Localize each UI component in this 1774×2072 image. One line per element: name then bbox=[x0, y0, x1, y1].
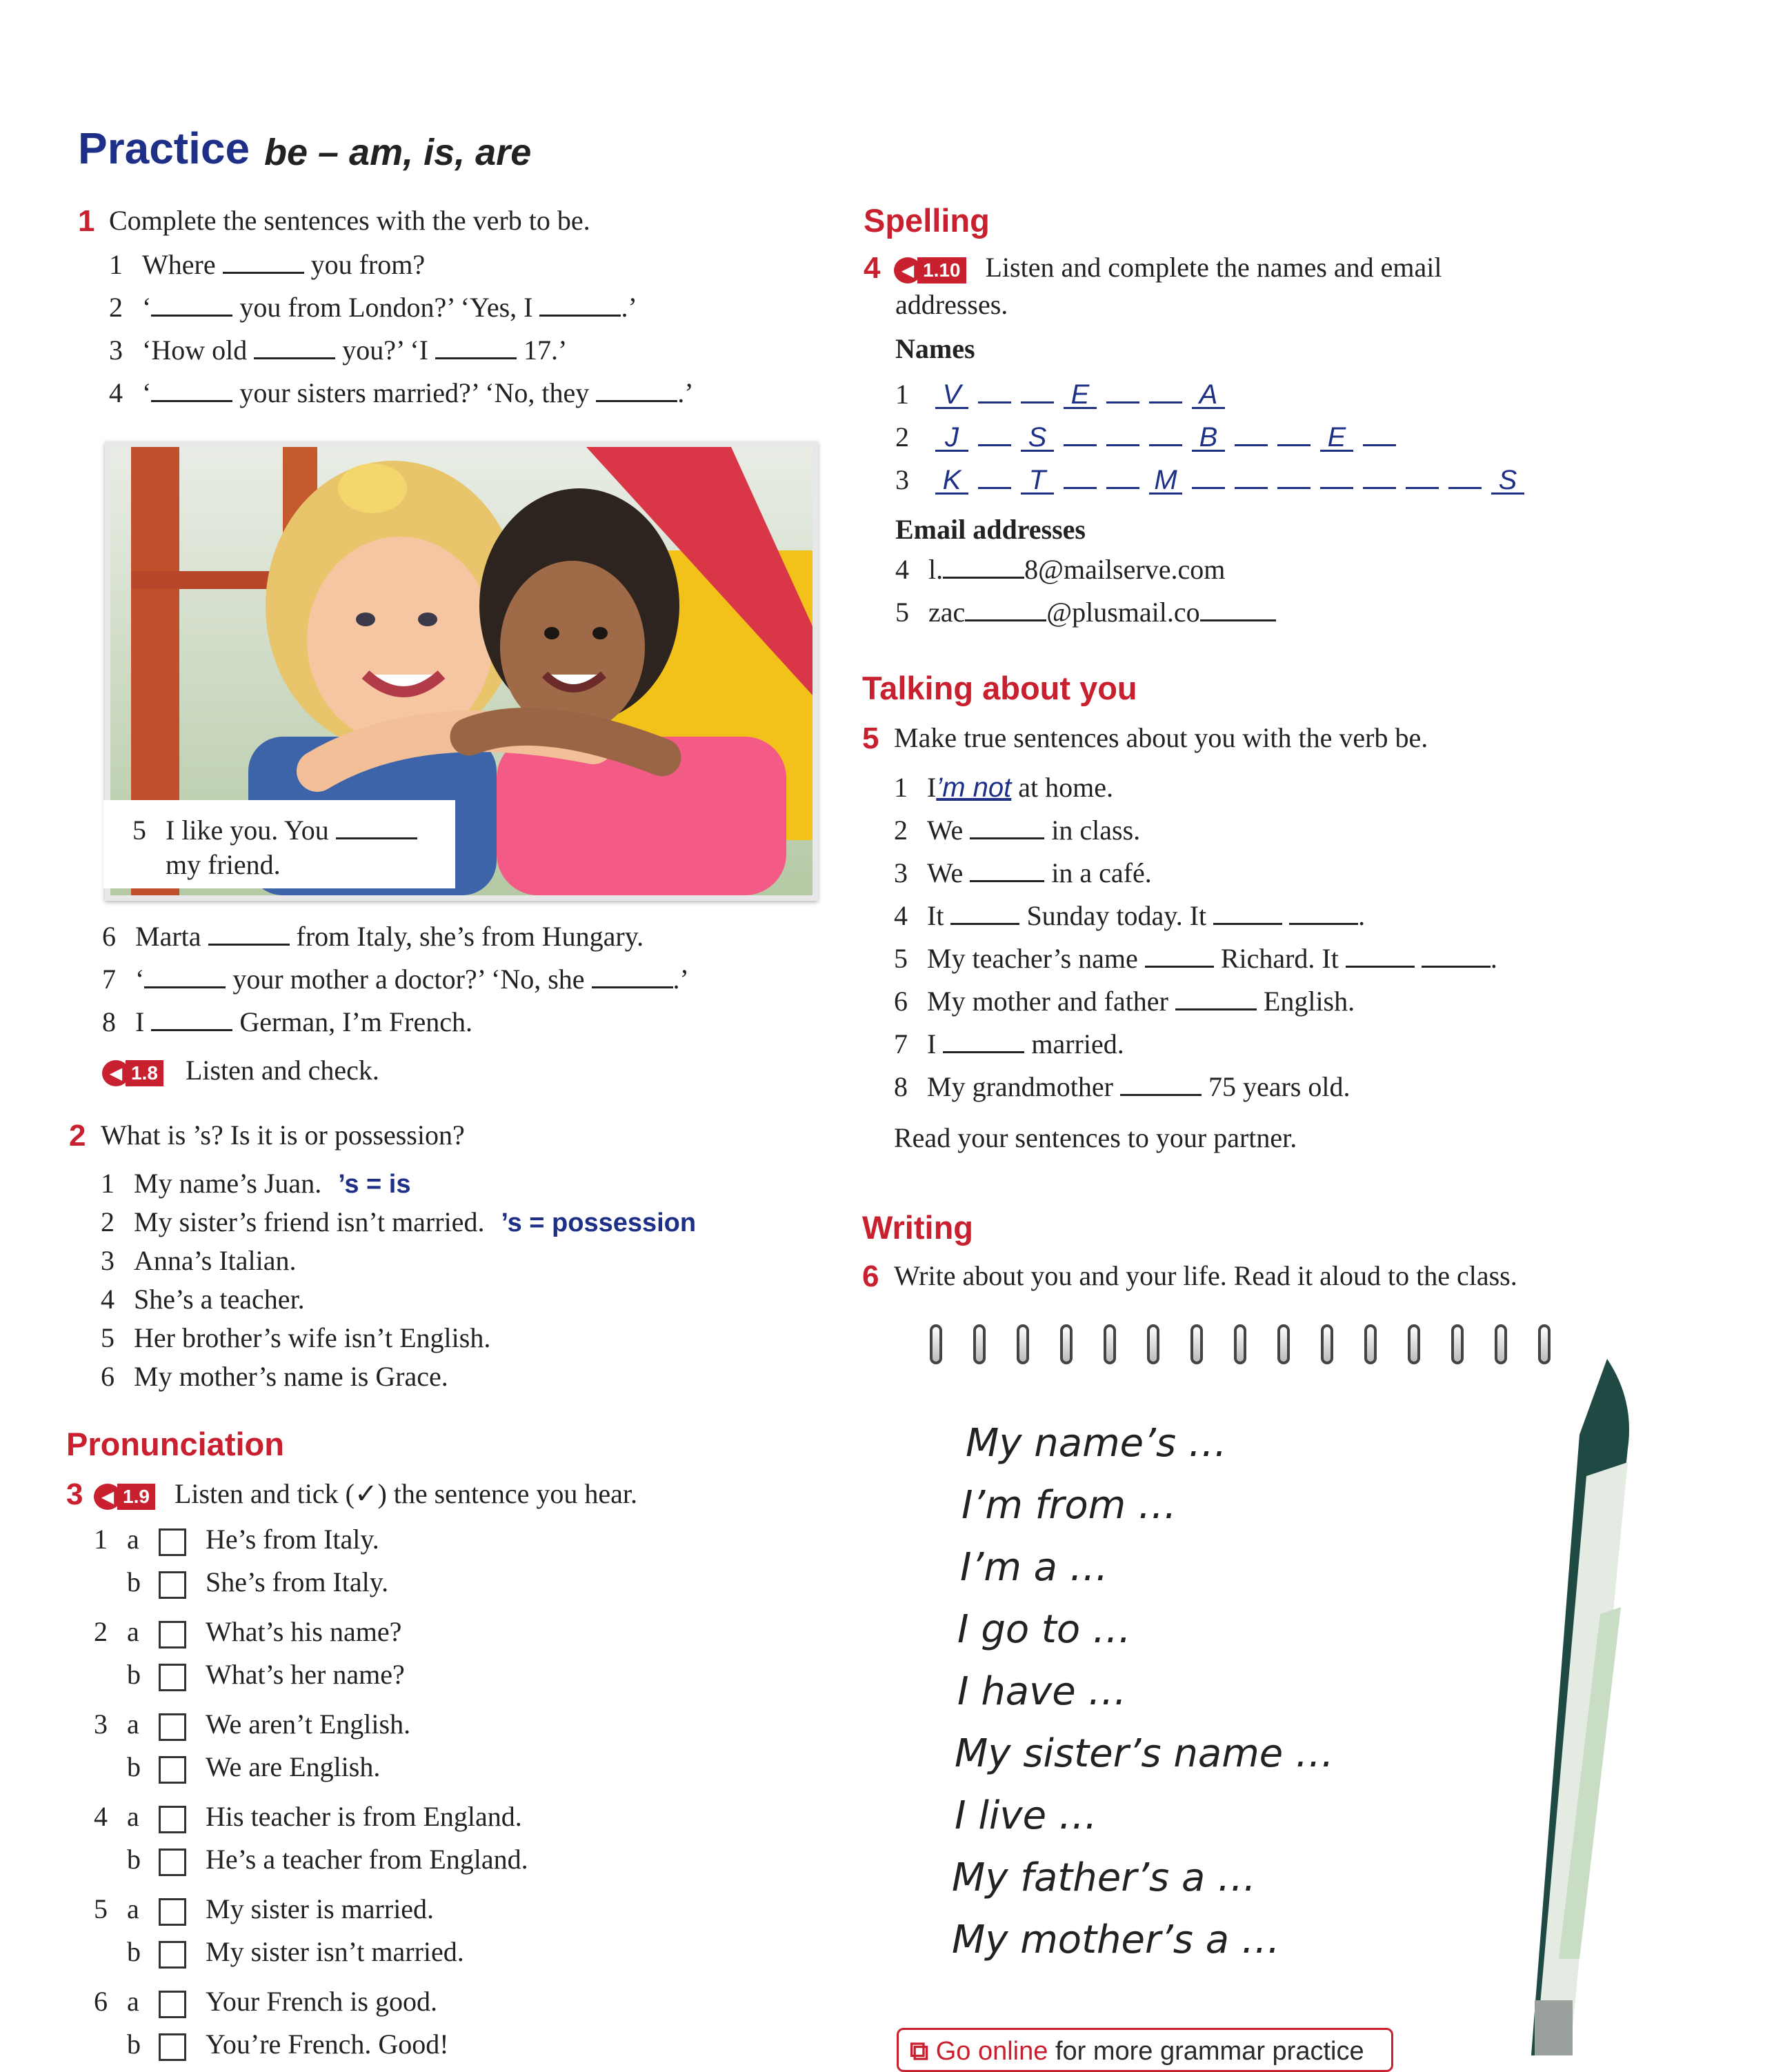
answer-blank[interactable] bbox=[151, 379, 232, 402]
given-letter: S bbox=[1021, 422, 1054, 452]
answer-blank[interactable] bbox=[943, 556, 1024, 579]
talk-item: 2 We in class. bbox=[894, 815, 1141, 846]
spelling-heading: Spelling bbox=[864, 202, 990, 239]
given-letter: J bbox=[935, 422, 968, 452]
audio-badge[interactable]: ◀ 1.9 bbox=[94, 1484, 155, 1510]
tick-checkbox[interactable] bbox=[159, 1806, 186, 1833]
answer-blank[interactable] bbox=[1346, 945, 1415, 968]
exercise-2-instruction: What is ’s? Is it is or possession? bbox=[101, 1119, 465, 1150]
ex2-item: 3 Anna’s Italian. bbox=[101, 1245, 297, 1276]
answer-blank[interactable] bbox=[336, 817, 417, 839]
given-letter: B bbox=[1192, 422, 1225, 452]
answer-blank[interactable] bbox=[965, 599, 1046, 621]
given-letter: T bbox=[1021, 465, 1054, 495]
talk-item: 8 My grandmother 75 years old. bbox=[894, 1071, 1351, 1102]
tick-checkbox[interactable] bbox=[159, 1713, 186, 1741]
tick-checkbox[interactable] bbox=[159, 1941, 186, 1969]
ex2-item: 1 My name’s Juan. ’s = is bbox=[101, 1168, 411, 1199]
ex1-item: 8 I German, I’m French. bbox=[102, 1006, 472, 1037]
answer-blank[interactable] bbox=[151, 1008, 232, 1031]
tick-checkbox[interactable] bbox=[159, 1571, 186, 1599]
pronunciation-heading: Pronunciation bbox=[66, 1426, 284, 1462]
audio-badge[interactable]: ◀ 1.8 bbox=[102, 1060, 163, 1086]
letter-blank[interactable] bbox=[1149, 374, 1182, 404]
email-subheading: Email addresses bbox=[895, 514, 1086, 545]
letter-blank[interactable] bbox=[1064, 417, 1097, 446]
talk-item: 5 My teacher’s name Richard. It . bbox=[894, 943, 1497, 974]
notebook-spiral bbox=[930, 1324, 1551, 1373]
tick-checkbox[interactable] bbox=[159, 1849, 186, 1876]
answer-blank[interactable] bbox=[596, 379, 677, 402]
ex1-item: 4 ‘ your sisters married?’ ‘No, they .’ bbox=[109, 377, 694, 408]
name-item: 1 V E A bbox=[895, 374, 1235, 410]
ex2-item: 2 My sister’s friend isn’t married. ’s = possession bbox=[101, 1206, 697, 1237]
exercise-3-number: 3 bbox=[66, 1477, 83, 1511]
notebook-prompts: My name’s … I’m from … I’m a … I go to … I have … My sister’s name … I live … My father’s a … My mother’s a … bbox=[952, 1421, 1334, 1962]
answer-blank[interactable] bbox=[950, 902, 1019, 925]
names-subheading: Names bbox=[895, 333, 975, 364]
letter-blank[interactable] bbox=[1320, 459, 1353, 489]
talking-heading: Talking about you bbox=[862, 670, 1137, 706]
answer-blank[interactable] bbox=[1422, 945, 1491, 968]
writing-heading: Writing bbox=[862, 1209, 973, 1246]
go-online-link[interactable]: ⧉ Go online for more grammar practice bbox=[897, 2028, 1393, 2072]
answer-blank[interactable] bbox=[970, 817, 1044, 839]
exercise-5-number: 5 bbox=[862, 721, 879, 755]
exercise-4-number: 4 bbox=[864, 251, 881, 285]
answer-blank[interactable] bbox=[592, 966, 673, 988]
letter-blank[interactable] bbox=[1021, 374, 1054, 404]
ex1-item: 7 ‘ your mother a doctor?’ ‘No, she .’ bbox=[102, 964, 689, 995]
exercise-6-instruction: Write about you and your life. Read it aloud to the class. bbox=[894, 1260, 1517, 1291]
letter-blank[interactable] bbox=[1106, 459, 1139, 489]
tick-checkbox[interactable] bbox=[159, 1528, 186, 1556]
pen-image bbox=[1462, 1338, 1669, 2069]
ex1-listen: ◀ 1.8 Listen and check. bbox=[102, 1054, 379, 1086]
letter-blank[interactable] bbox=[1363, 459, 1396, 489]
given-letter: E bbox=[1064, 379, 1097, 409]
exercise-2-number: 2 bbox=[69, 1119, 86, 1153]
ex1-item: 1 Where you from? bbox=[109, 249, 426, 280]
letter-blank[interactable] bbox=[1277, 459, 1310, 489]
ex1-item: 3 ‘How old you?’ ‘I 17.’ bbox=[109, 335, 568, 366]
letter-blank[interactable] bbox=[1064, 459, 1097, 489]
letter-blank[interactable] bbox=[1106, 374, 1139, 404]
letter-blank[interactable] bbox=[1406, 459, 1439, 489]
talk-followup: Read your sentences to your partner. bbox=[894, 1122, 1297, 1153]
answer-blank[interactable] bbox=[1213, 902, 1282, 925]
given-letter: A bbox=[1192, 379, 1225, 409]
letter-blank[interactable] bbox=[978, 459, 1011, 489]
answer-blank[interactable] bbox=[435, 337, 517, 359]
tick-checkbox[interactable] bbox=[159, 1664, 186, 1691]
talk-item: 3 We in a café. bbox=[894, 857, 1152, 888]
exercise-1-number: 1 bbox=[78, 204, 95, 238]
answer-blank[interactable] bbox=[1289, 902, 1358, 925]
answer-blank[interactable] bbox=[1145, 945, 1214, 968]
speaker-icon[interactable]: ◀ bbox=[894, 257, 921, 283]
letter-blank[interactable] bbox=[1448, 459, 1482, 489]
letter-blank[interactable] bbox=[1192, 459, 1225, 489]
given-letter: S bbox=[1491, 465, 1524, 495]
answer-blank[interactable] bbox=[208, 923, 290, 946]
talk-item: 7 I married. bbox=[894, 1028, 1124, 1059]
external-link-icon: ⧉ bbox=[910, 2037, 929, 2066]
answer-blank[interactable] bbox=[151, 294, 232, 317]
exercise-1-instruction: Complete the sentences with the verb to be. bbox=[109, 205, 590, 236]
name-item: 2 J S B E bbox=[895, 417, 1406, 453]
letter-blank[interactable] bbox=[1235, 459, 1268, 489]
ex2-item: 5 Her brother’s wife isn’t English. bbox=[101, 1322, 491, 1353]
exercise-6-number: 6 bbox=[862, 1259, 879, 1293]
exercise-4-instruction-cont: addresses. bbox=[895, 289, 1008, 320]
answer-blank[interactable] bbox=[223, 251, 304, 274]
letter-blank[interactable] bbox=[978, 374, 1011, 404]
answer-blank[interactable] bbox=[144, 966, 226, 988]
speaker-icon[interactable]: ◀ bbox=[102, 1060, 130, 1086]
answer-blank[interactable] bbox=[1120, 1073, 1202, 1096]
given-letter: K bbox=[935, 465, 968, 495]
answer-blank[interactable] bbox=[943, 1030, 1024, 1053]
pronunciation-list: 1 a He’s from Italy. b She’s from Italy. 2 a What’s his name? b What’s her name? 3 a We aren’t English. b We are English. 4 a His teacher is from England. b He’s a teacher from England. 5 a My sister is married. b My sister isn’t married. 6 a Your French is good. b You’re French. Good! bbox=[94, 1524, 528, 2060]
letter-blank[interactable] bbox=[1277, 417, 1310, 446]
answer-blank[interactable] bbox=[1175, 988, 1257, 1010]
talk-item: 6 My mother and father English. bbox=[894, 986, 1355, 1017]
given-letter: E bbox=[1320, 422, 1353, 452]
exercise-3-instruction: ◀ 1.9 Listen and tick (✓) the sentence you hear. bbox=[94, 1477, 637, 1510]
given-letter: V bbox=[935, 379, 968, 409]
letter-blank[interactable] bbox=[1106, 417, 1139, 446]
letter-row[interactable] bbox=[935, 464, 1534, 495]
ex2-item: 6 My mother’s name is Grace. bbox=[101, 1361, 448, 1392]
letter-row[interactable] bbox=[935, 421, 1406, 452]
tick-checkbox[interactable] bbox=[159, 1621, 186, 1648]
tick-checkbox[interactable] bbox=[159, 1756, 186, 1784]
page-subtitle: be – am, is, are bbox=[264, 132, 532, 173]
audio-badge[interactable]: ◀ 1.10 bbox=[894, 257, 966, 283]
exercise-5-instruction: Make true sentences about you with the verb be. bbox=[894, 722, 1428, 753]
ex2-item: 4 She’s a teacher. bbox=[101, 1284, 305, 1315]
exercise-4-instruction: ◀ 1.10 Listen and complete the names and email bbox=[894, 251, 1442, 283]
email-item: 5 zac @plusmail.co bbox=[895, 596, 1276, 628]
letter-blank[interactable] bbox=[1235, 417, 1268, 446]
answer-blank[interactable] bbox=[970, 859, 1044, 882]
ex1-item: 6 Marta from Italy, she’s from Hungary. bbox=[102, 921, 644, 952]
page-title: Practice bbox=[78, 123, 250, 173]
answer-blank[interactable] bbox=[539, 294, 621, 317]
email-item: 4 l. 8@mailserve.com bbox=[895, 554, 1226, 585]
given-letter: M bbox=[1149, 465, 1182, 495]
name-item: 3 K T M S bbox=[895, 459, 1534, 496]
photo-caption: 5 I like you. You my friend. bbox=[103, 800, 455, 888]
letter-blank[interactable] bbox=[1149, 417, 1182, 446]
tick-checkbox[interactable] bbox=[159, 1991, 186, 2018]
tick-checkbox[interactable] bbox=[159, 1898, 186, 1926]
answer-blank[interactable] bbox=[254, 337, 335, 359]
talk-item: 1 I’m not at home. bbox=[894, 772, 1113, 803]
letter-row[interactable] bbox=[935, 379, 1235, 410]
tick-checkbox[interactable] bbox=[159, 2033, 186, 2061]
ex1-item: 2 ‘ you from London?’ ‘Yes, I .’ bbox=[109, 292, 637, 323]
answer-blank[interactable] bbox=[1200, 599, 1276, 621]
letter-blank[interactable] bbox=[1363, 417, 1396, 446]
letter-blank[interactable] bbox=[978, 417, 1011, 446]
speaker-icon[interactable]: ◀ bbox=[94, 1484, 121, 1510]
talk-item: 4 It Sunday today. It . bbox=[894, 900, 1366, 931]
